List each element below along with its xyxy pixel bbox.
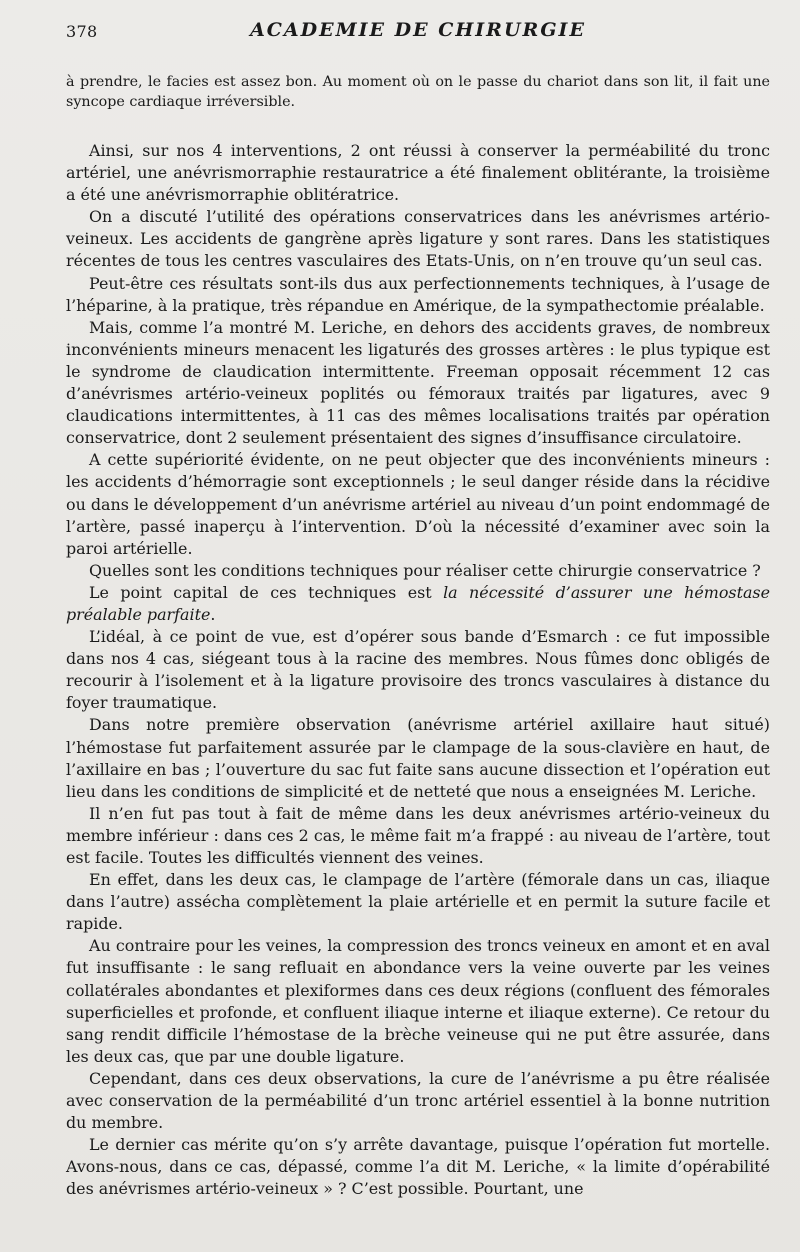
paragraph-7-emphasis: la nécessité d’assurer une hémostase préalable parfaite — [66, 582, 770, 624]
paragraph-11: En effet, dans les deux cas, le clampage de l’artère (fémorale dans un cas, iliaque dans l’autre) assécha complètement la plaie artérielle et en permit la suture facile et rapide. — [66, 870, 770, 934]
page-number: 378 — [66, 22, 98, 41]
paragraph-10: Il n’en fut pas tout à fait de même dans les deux anévrismes artério-veineux du membre inférieur : dans ces 2 cas, le même fait m’a frappé : au niveau de l’artère, tout est facile. Toutes les difficultés viennent des veines. — [66, 803, 770, 867]
paragraph-5: A cette supériorité évidente, on ne peut objecter que des inconvénients mineurs : les accidents d’hémorragie sont exceptionnels ; le seul danger réside dans la récidive ou dans le développement d’un anévrisme artériel au niveau d’un point endommagé de l’artère, passé inaperçu à l’intervention. D’où la nécessité d’examiner avec soin la paroi artérielle. — [66, 450, 770, 558]
paragraph-14: Le dernier cas mérite qu’on s’y arrête davantage, puisque l’opération fut mortelle. Avons-nous, dans ce cas, dépassé, comme l’a dit M. Leriche, « la limite d’opérabilité des anévrismes artério-veineux » ? C’est possible. Pourtant, une — [66, 1135, 770, 1199]
paragraph-12: Au contraire pour les veines, la compression des troncs veineux en amont et en aval fut insuffisante : le sang refluait en abondance vers la veine ouverte par les veines collatérales abondantes et plexiformes dans ces deux régions (confluent des fémorales superficielles et profonde, et confluent iliaque interne et iliaque externe). Ce retour du sang rendit difficile l’hémostase de la brèche veineuse qui ne put être assurée, dans les deux cas, que par une double ligature. — [66, 936, 770, 1066]
paragraph-7-lead: Le point capital de ces techniques est — [89, 582, 444, 602]
paragraph-8: L’idéal, à ce point de vue, est d’opérer sous bande d’Esmarch : ce fut impossible dans nos 4 cas, siégeant tous à la racine des membres. Nous fûmes donc obligés de recourir à l’isolement et à la ligature provisoire des troncs vasculaires à distance du foyer traumatique. — [66, 627, 770, 713]
paragraph-7 — [66, 582, 770, 626]
paragraph-7-end: . — [210, 604, 216, 624]
paragraph-4: Mais, comme l’a montré M. Leriche, en dehors des accidents graves, de nombreux inconvénients mineurs menacent les ligaturés des grosses artères : le plus typique est le syndrome de claudication intermittente. Freeman opposait récemment 12 cas d’anévrismes artério-veineux poplités ou fémoraux traités par ligatures, avec 9 claudications intermittentes, à 11 cas des mêmes localisations traités par opération conservatrice, dont 2 seulement présentaient des signes d’insuffisance circulatoire. — [66, 317, 770, 448]
paragraph-6: Quelles sont les conditions techniques pour réaliser cette chirurgie conservatrice ? — [89, 560, 761, 580]
paragraph-9: Dans notre première observation (anévrisme artériel axillaire haut situé) l’hémostase fut parfaitement assurée par le clampage de la sous-clavière en haut, de l’axillaire en bas ; l’ouverture du sac fut faite sans aucune dissection et l’opération eut lieu dans les conditions de simplicité et de netteté que nous a enseignées M. Leriche. — [66, 715, 770, 801]
journal-title: ACADEMIE DE CHIRURGIE — [250, 19, 586, 41]
running-header — [66, 18, 770, 48]
carryover-text: à prendre, le facies est assez bon. Au moment où on le passe du chariot dans son lit, il fait une syncope cardiaque irréversible. — [66, 74, 770, 110]
paragraph-2: On a discuté l’utilité des opérations conservatrices dans les anévrismes artério-veineux. Les accidents de gangrène après ligature y sont rares. Dans les statistiques récentes de tous les centres vasculaires des Etats-Unis, on n’en trouve qu’un seul cas. — [66, 207, 770, 271]
paragraph-3: Peut-être ces résultats sont-ils dus aux perfectionnements techniques, à l’usage de l’héparine, à la pratique, très répandue en Amérique, de la sympathectomie préalable. — [66, 273, 770, 315]
paragraph-1: Ainsi, sur nos 4 interventions, 2 ont réussi à conserver la perméabilité du tronc artériel, une anévrismorraphie restauratrice a été finalement oblitérante, la troisième a été une anévrismorraphie oblitératrice. — [66, 141, 770, 205]
paragraph-13: Cependant, dans ces deux observations, la cure de l’anévrisme a pu être réalisée avec conservation de la perméabilité d’un tronc artériel essentiel à la bonne nutrition du membre. — [66, 1068, 770, 1133]
body-text — [66, 140, 770, 1201]
